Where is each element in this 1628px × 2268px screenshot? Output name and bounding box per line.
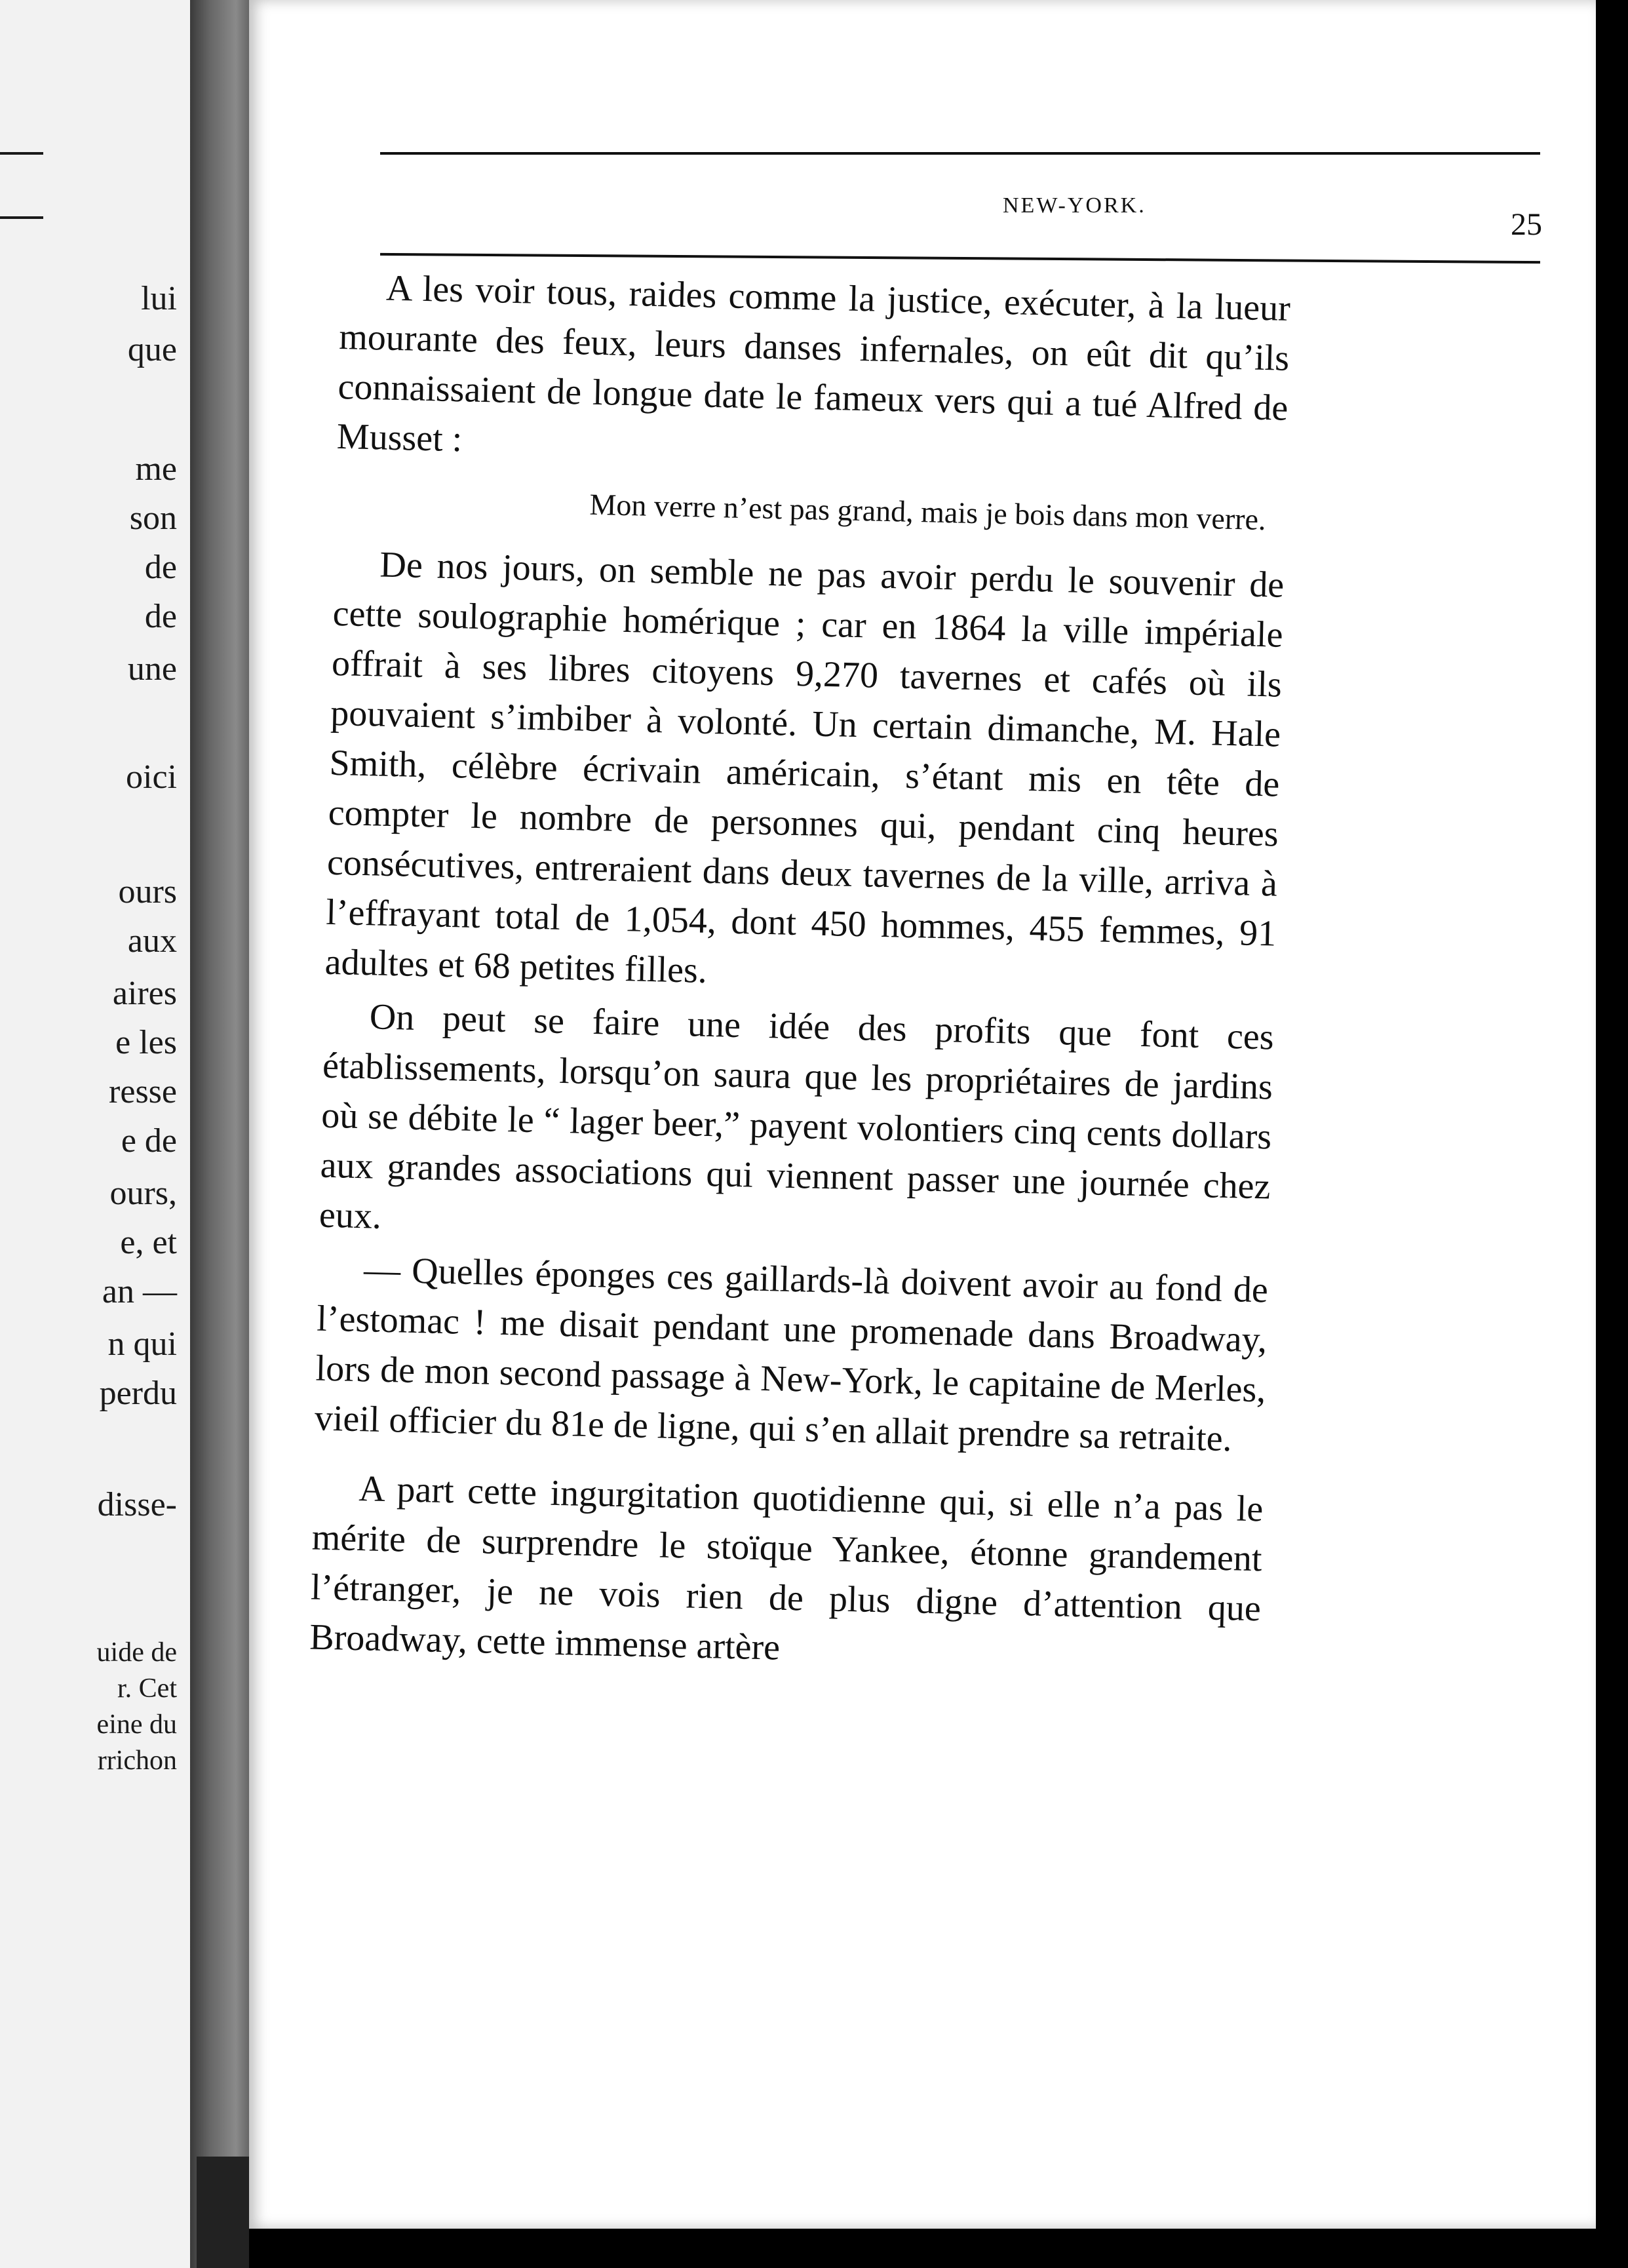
page-body <box>309 262 1291 1683</box>
book-gutter <box>190 0 256 2268</box>
left-page-line: resse <box>109 1073 177 1110</box>
verse-quote: Mon verre n’est pas grand, mais je bois dans mon verre. <box>589 487 1267 537</box>
paragraph: A les voir tous, raides comme la justice, exécuter, à la lueur mourante des feux, leurs danses infernales, on eût dit qu’ils connaissaient de longue date le fameux vers qui a tué Alfred de Musset : <box>336 267 1291 460</box>
left-page-line: oici <box>126 758 177 796</box>
left-page-footnote-line: r. Cet <box>117 1673 177 1704</box>
left-page-line: une <box>127 650 177 688</box>
left-page-footnote-line: eine du <box>96 1710 177 1740</box>
left-page-line: de <box>144 598 177 635</box>
left-page-line: aux <box>127 922 177 960</box>
left-page-line: me <box>135 450 177 488</box>
left-page-rule-top <box>0 152 43 155</box>
left-page-rule-bottom <box>0 216 43 219</box>
left-page-line: ours, <box>109 1175 177 1212</box>
paragraph: A part cette ingurgitation quotidienne qui, si elle n’a pas le mérite de surprendre le stoïque Yankee, étonne grandement l’étranger, je ne vois rien de plus digne d’attention que Broadway, cette immense artère <box>309 1468 1264 1668</box>
header-rule-bottom <box>380 253 1540 264</box>
left-page-line: ours <box>118 873 177 910</box>
left-facing-page <box>0 0 197 2268</box>
left-page-line: disse- <box>97 1486 177 1523</box>
running-head: NEW-YORK. <box>1003 193 1146 218</box>
left-page-line: e les <box>115 1024 177 1061</box>
spine-shadow <box>197 2157 256 2268</box>
page-number: 25 <box>1511 207 1542 242</box>
bottom-shadow <box>249 2229 1628 2268</box>
paragraph: On peut se faire une idée des profits que font ces établissements, lorsqu’on saura que les propriétaires de jardins où se débite le “ lager beer,” payent volontiers cinq cents dollars aux grandes associations qui viennent passer une journée chez eux. <box>319 996 1275 1237</box>
left-page-line: n qui <box>107 1325 177 1363</box>
left-page-footnote-line: uide de <box>96 1637 177 1668</box>
paragraph: — Quelles éponges ces gaillards-là doivent avoir au fond de l’estomac ! me disait pendant une promenade dans Broadway, lors de mon second passage à New-York, le capitaine de Merles, vieil officier du 81e de ligne, qui s’en allait prendre sa retraite. <box>314 1249 1269 1460</box>
right-edge-shadow <box>1596 0 1628 2268</box>
left-page-line: e, et <box>120 1224 177 1261</box>
left-page-line: que <box>127 331 177 368</box>
left-page-line: e de <box>121 1122 177 1160</box>
left-page-line: perdu <box>99 1375 177 1412</box>
left-page-line: lui <box>141 280 177 317</box>
left-page-line: aires <box>112 975 177 1012</box>
left-page-line: son <box>129 499 177 537</box>
paragraph: De nos jours, on semble ne pas avoir perdu le souvenir de cette soulographie homérique ; car en 1864 la ville impériale offrait à ses libres citoyens 9,270 tavernes et cafés où ils pouvaient s’imbiber à volonté. Un certain dimanche, M. Hale Smith, célèbre écrivain américain, s’étant mis en tête de compter le nombre de personnes qui, pendant cinq heures consécutives, entreraient dans deux tavernes de la ville, arriva à l’effrayant total de 1,054, dont 450 hommes, 455 femmes, 91 adultes et 68 petites filles. <box>324 544 1285 991</box>
header-rule-top <box>380 152 1540 155</box>
left-page-line: an — <box>102 1273 177 1310</box>
left-page-line: de <box>144 549 177 586</box>
left-page-footnote-line: rrichon <box>97 1746 177 1776</box>
